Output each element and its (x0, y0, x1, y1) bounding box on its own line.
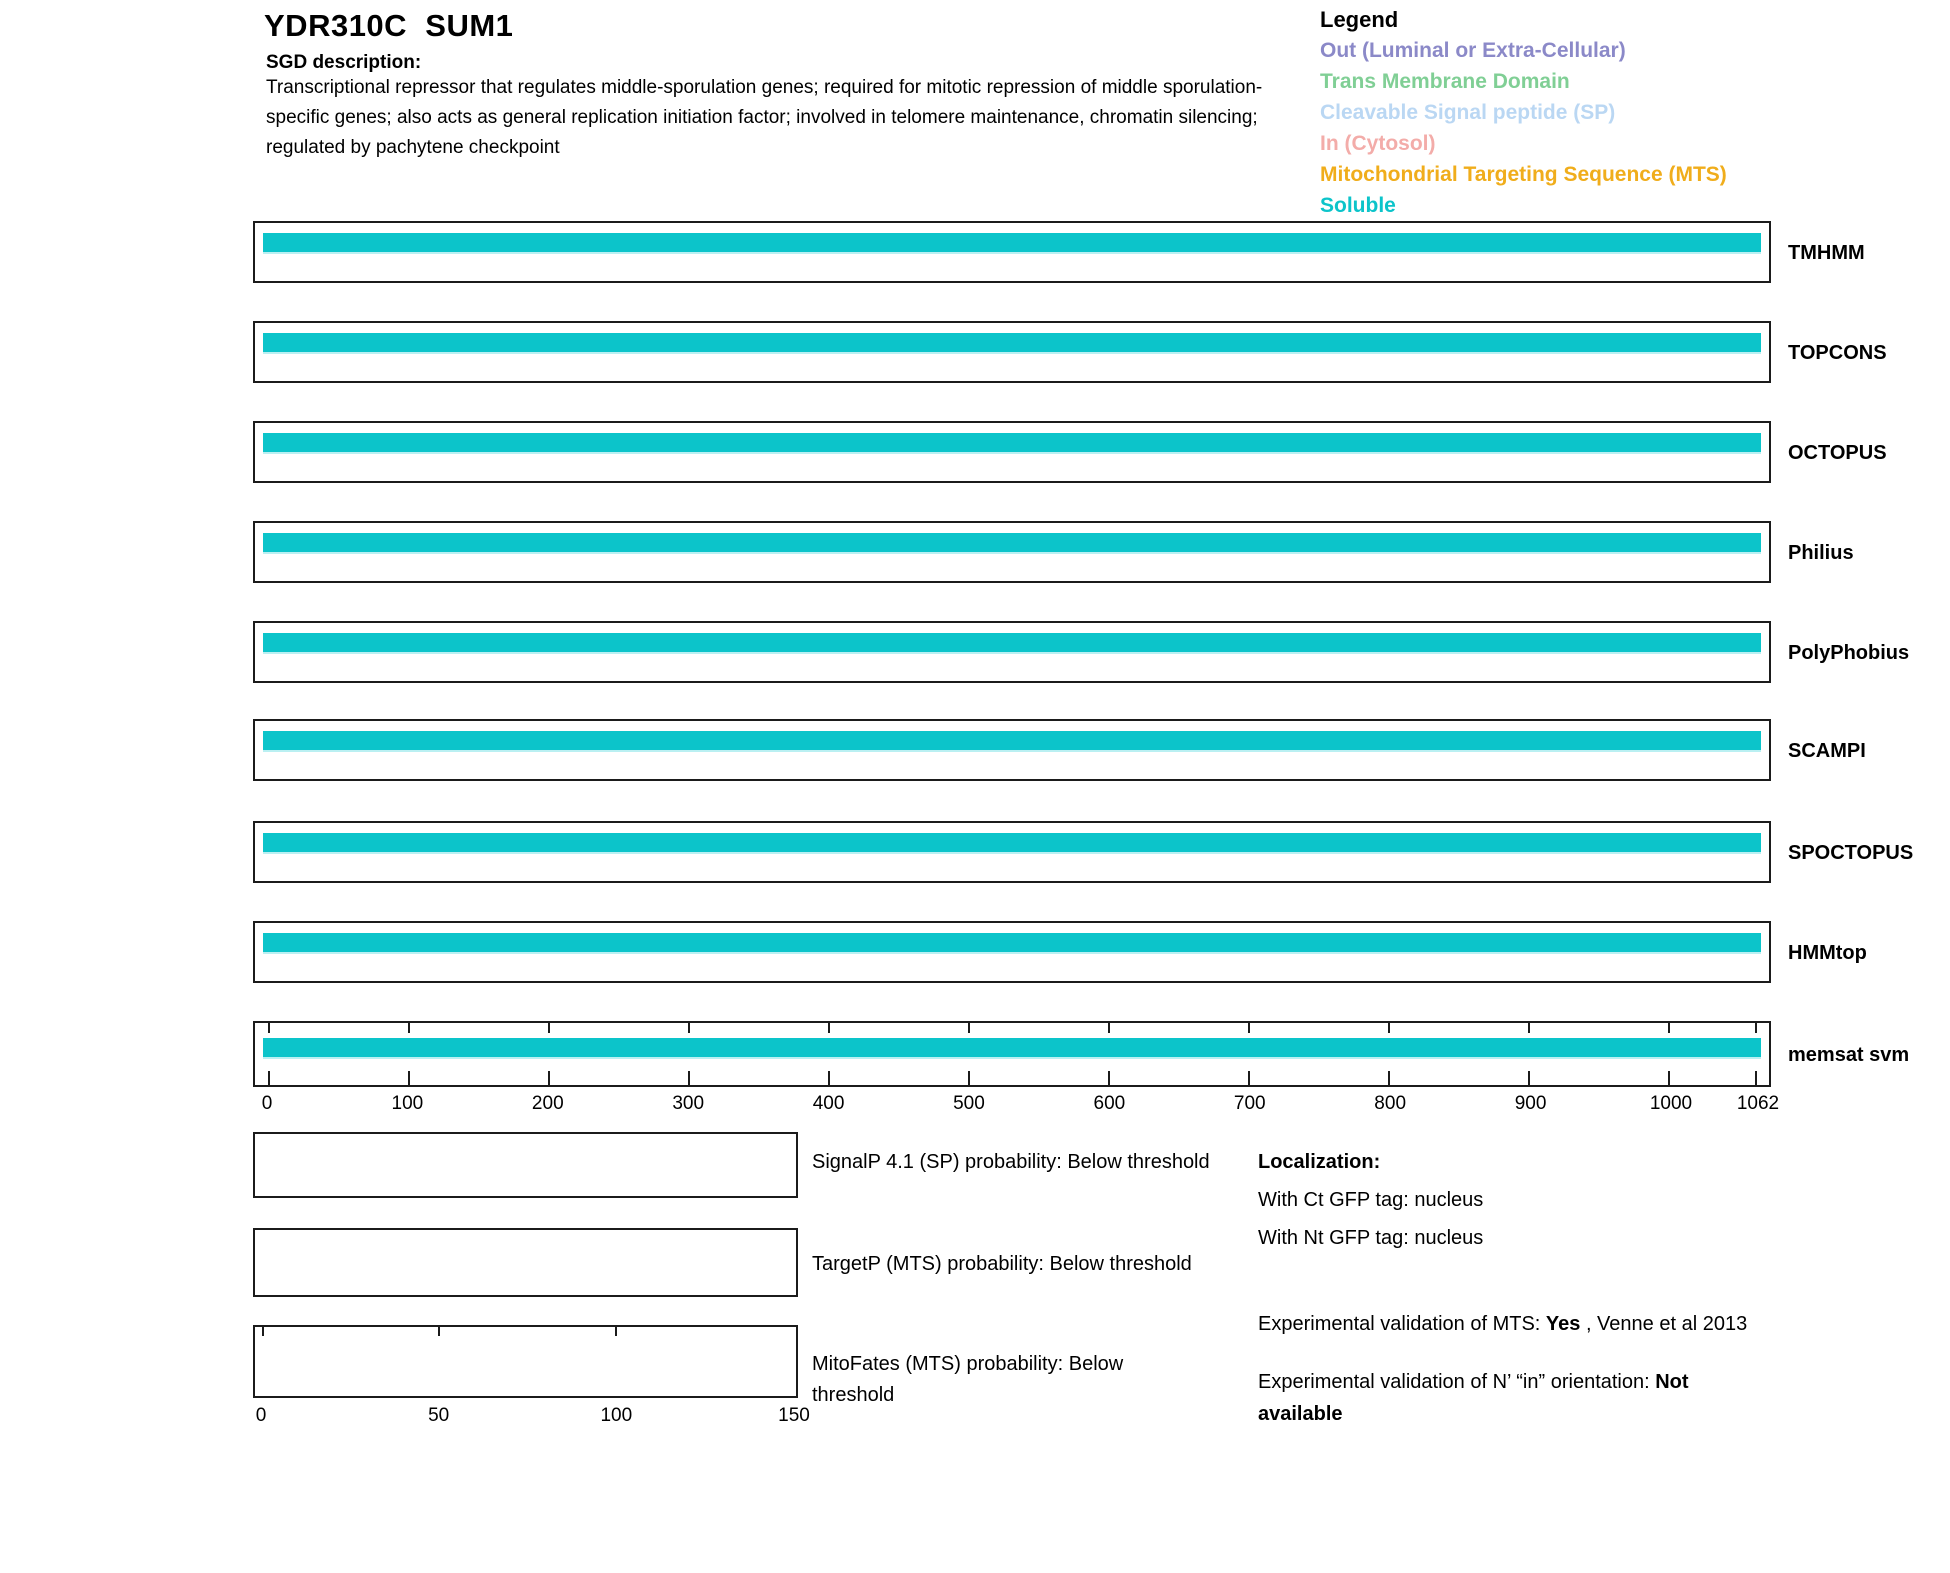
mitofates-axis (255, 1405, 810, 1429)
soluble-bar (263, 233, 1761, 252)
axis-tick-bottom (1755, 1071, 1757, 1085)
sgd-description-label: SGD description: (266, 52, 422, 73)
axis-tick-bottom (1388, 1071, 1390, 1085)
track-plot-box (253, 621, 1771, 683)
track-label: SCAMPI (1788, 740, 1866, 762)
axis-tick-label: 0 (255, 1405, 267, 1426)
axis-tick-top (1668, 1023, 1670, 1033)
track-label: OCTOPUS (1788, 442, 1887, 464)
track-plot-box (253, 421, 1771, 483)
page-title: YDR310C SUM1 (264, 8, 514, 43)
localization-ct-gfp: With Ct GFP tag: nucleus (1258, 1189, 1484, 1211)
axis-tick-label: 400 (812, 1093, 845, 1114)
track-row-octopus (0, 421, 1950, 491)
axis-tick-bottom (1668, 1071, 1670, 1085)
axis-tick-top (688, 1023, 690, 1033)
soluble-bar (263, 1038, 1761, 1057)
track-label: PolyPhobius (1788, 642, 1910, 664)
track-row-spoctopus (0, 821, 1950, 891)
legend-item-out: Out (Luminal or Extra-Cellular) (1320, 39, 1626, 62)
track-label: memsat svm (1788, 1044, 1910, 1066)
axis-tick-top (615, 1327, 617, 1336)
axis-tick-top (262, 1327, 264, 1336)
legend-item-in-cytosol: In (Cytosol) (1320, 132, 1436, 155)
soluble-bar (263, 533, 1761, 552)
axis-tick-label: 500 (953, 1093, 985, 1114)
axis-tick-top (1388, 1023, 1390, 1033)
residue-axis (261, 1093, 1780, 1117)
track-row-scampi (0, 719, 1950, 789)
track-row-hmmtop (0, 921, 1950, 991)
axis-tick-top (268, 1023, 270, 1033)
mts-validation-line (1258, 1308, 1918, 1340)
mts-validation-value: Yes (1545, 1313, 1581, 1335)
axis-tick-bottom (1248, 1071, 1250, 1085)
track-row-philius (0, 521, 1950, 591)
legend-item-signal-peptide: Cleavable Signal peptide (SP) (1320, 101, 1616, 124)
soluble-bar (263, 433, 1761, 452)
mitofates-probability-label: MitoFates (MTS) probability: Below threshold (812, 1353, 1124, 1406)
track-label: TOPCONS (1788, 342, 1887, 364)
signalp-probability-label: SignalP 4.1 (SP) probability: Below threshold (812, 1151, 1210, 1173)
axis-tick-label: 900 (1514, 1093, 1547, 1114)
track-label: SPOCTOPUS (1788, 842, 1914, 864)
axis-tick-bottom (1528, 1071, 1530, 1085)
soluble-bar (263, 933, 1761, 952)
axis-tick-bottom (268, 1071, 270, 1085)
axis-tick-label: 600 (1093, 1093, 1126, 1114)
axis-tick-bottom (408, 1071, 410, 1085)
axis-tick-label: 1000 (1649, 1093, 1693, 1114)
track-plot-box (253, 321, 1771, 383)
orientation-validation-line (1258, 1366, 1758, 1430)
axis-tick-bottom (968, 1071, 970, 1085)
axis-tick-top (1248, 1023, 1250, 1033)
axis-tick-top (408, 1023, 410, 1033)
legend-title: Legend (1320, 7, 1399, 32)
soluble-bar (263, 633, 1761, 652)
soluble-bar (263, 731, 1761, 750)
axis-tick-top (548, 1023, 550, 1033)
legend-item-mts: Mitochondrial Targeting Sequence (MTS) (1320, 163, 1727, 186)
axis-tick-label: 150 (778, 1405, 810, 1426)
track-label: Philius (1788, 542, 1854, 564)
track-plot-box (253, 821, 1771, 883)
track-label: TMHMM (1788, 242, 1865, 264)
axis-tick-label: 200 (531, 1093, 564, 1114)
axis-tick-bottom (1108, 1071, 1110, 1085)
track-plot-box (253, 221, 1771, 283)
track-row-tmhmm (0, 221, 1950, 291)
axis-tick-bottom (688, 1071, 690, 1085)
orientation-validation-value: Not available (1258, 1371, 1689, 1425)
axis-tick-label: 300 (672, 1093, 705, 1114)
axis-tick-label: 100 (391, 1093, 424, 1114)
legend (1320, 5, 1727, 221)
axis-tick-top (1528, 1023, 1530, 1033)
axis-tick-top (438, 1327, 440, 1336)
track-label: HMMtop (1788, 942, 1867, 964)
targetp-probability-box (253, 1228, 798, 1297)
localization-block (1258, 1143, 1483, 1257)
soluble-bar (263, 833, 1761, 852)
sgd-description-text: Transcriptional repressor that regulates middle-sporulation genes; required for mitotic repression of middle sporulation-specific genes; also acts as general replication initiation factor; involved in telomere maintenance, chromatin silencing; regulated by pachytene checkpoint (266, 77, 1263, 158)
localization-nt-gfp: With Nt GFP tag: nucleus (1258, 1227, 1484, 1249)
track-plot-box (253, 921, 1771, 983)
track-row-topcons (0, 321, 1950, 391)
axis-tick-top (828, 1023, 830, 1033)
signalp-probability-box (253, 1132, 798, 1198)
legend-item-soluble: Soluble (1320, 194, 1396, 217)
mts-validation-prefix: Experimental validation of MTS: (1258, 1313, 1546, 1335)
axis-tick-top (968, 1023, 970, 1033)
mitofates-probability-box (253, 1325, 798, 1398)
axis-tick-label: 100 (600, 1405, 633, 1426)
legend-item-tm-domain: Trans Membrane Domain (1320, 70, 1570, 93)
mts-validation-suffix: , Venne et al 2013 (1580, 1313, 1748, 1335)
targetp-probability-label: TargetP (MTS) probability: Below threshold (812, 1253, 1192, 1275)
orientation-validation-prefix: Experimental validation of N’ “in” orientation: (1258, 1371, 1656, 1393)
axis-tick-top (1755, 1023, 1757, 1033)
track-row-memsat-svm (0, 1021, 1950, 1091)
axis-tick-bottom (828, 1071, 830, 1085)
track-plot-box (253, 719, 1771, 781)
axis-tick-label: 800 (1374, 1093, 1407, 1114)
axis-tick-label: 50 (428, 1405, 450, 1426)
track-plot-box (253, 1021, 1771, 1087)
axis-tick-label: 700 (1233, 1093, 1266, 1114)
axis-tick-zone (263, 1327, 792, 1396)
axis-tick-label: 0 (261, 1093, 273, 1114)
localization-title: Localization: (1258, 1151, 1381, 1173)
axis-tick-top (1108, 1023, 1110, 1033)
track-row-polyphobius (0, 621, 1950, 691)
track-plot-box (253, 521, 1771, 583)
axis-tick-bottom (548, 1071, 550, 1085)
axis-tick-label: 1062 (1736, 1093, 1780, 1114)
soluble-bar (263, 333, 1761, 352)
